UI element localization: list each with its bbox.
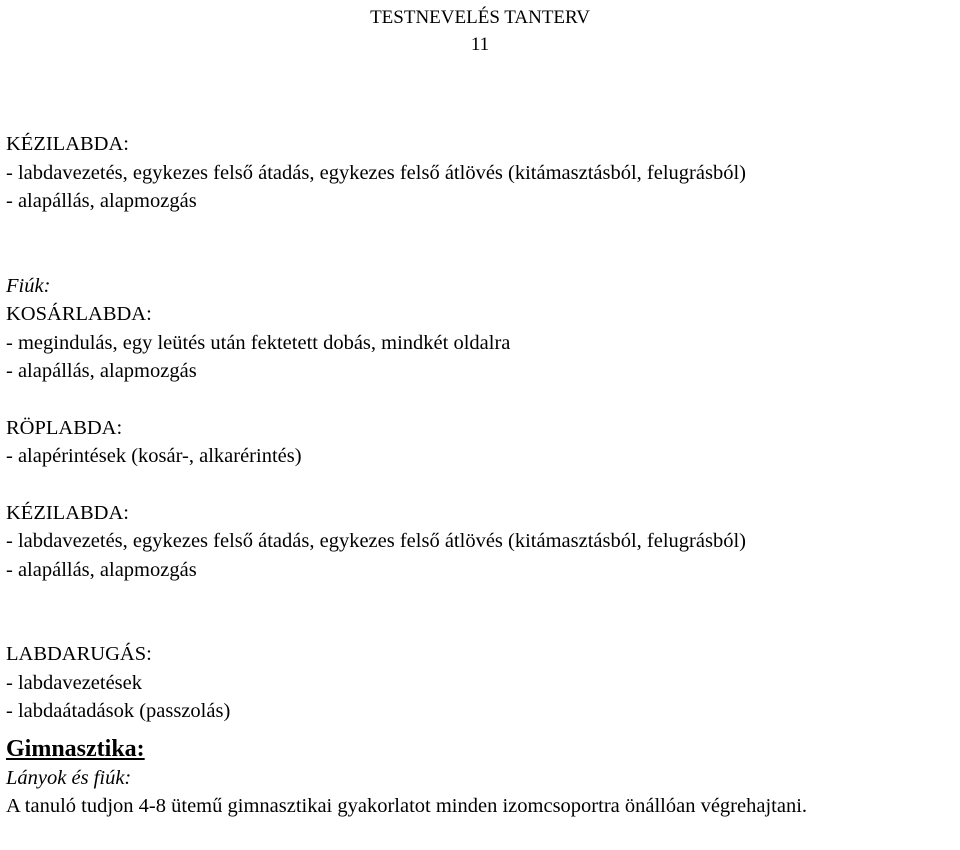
section-heading-basketball: KOSÁRLABDA:: [6, 303, 152, 325]
list-item: - labdaátadások (passzolás): [6, 700, 231, 722]
section-heading-gymnastics: Gimnasztika:: [6, 735, 145, 762]
basketball-section: [6, 300, 956, 386]
document-body: [6, 130, 956, 821]
volleyball-section: [6, 414, 956, 471]
boys-section: [6, 272, 956, 726]
list-item: - alapállás, alapmozgás: [6, 360, 197, 382]
gymnastics-section: [6, 734, 956, 821]
handball-section-1: [6, 130, 956, 216]
page-number: 11: [470, 34, 490, 55]
handball-section-2: [6, 499, 956, 585]
section-heading-volleyball: RÖPLABDA:: [6, 416, 123, 439]
list-item: - labdavezetések: [6, 671, 143, 694]
list-item: - megindulás, egy leütés után fektetett dobás, mindkét oldalra: [6, 331, 511, 354]
boys-label: Fiúk:: [6, 274, 51, 297]
section-heading-handball: KÉZILABDA:: [6, 501, 129, 524]
section-heading-handball: KÉZILABDA:: [6, 133, 129, 155]
list-item: - labdavezetés, egykezes felső átadás, egykezes felső átlövés (kitámasztásból, felugrásból): [6, 530, 746, 552]
list-item: - alapállás, alapmozgás: [6, 190, 197, 212]
page-header: [0, 4, 960, 58]
list-item: - alapérintések (kosár-, alkarérintés): [6, 445, 302, 467]
list-item: - alapállás, alapmozgás: [6, 558, 197, 581]
section-heading-football: LABDARUGÁS:: [6, 643, 152, 665]
gymnastics-requirement: A tanuló tudjon 4-8 ütemű gimnasztikai gyakorlatot minden izomcsoportra önállóan végrehajtani.: [6, 795, 808, 817]
football-section: [6, 640, 956, 726]
list-item: - labdavezetés, egykezes felső átadás, egykezes felső átlövés (kitámasztásból, felugrásból): [6, 161, 746, 184]
girls-and-boys-label: Lányok és fiúk:: [6, 766, 132, 789]
document-title: TESTNEVELÉS TANTERV: [370, 7, 590, 28]
